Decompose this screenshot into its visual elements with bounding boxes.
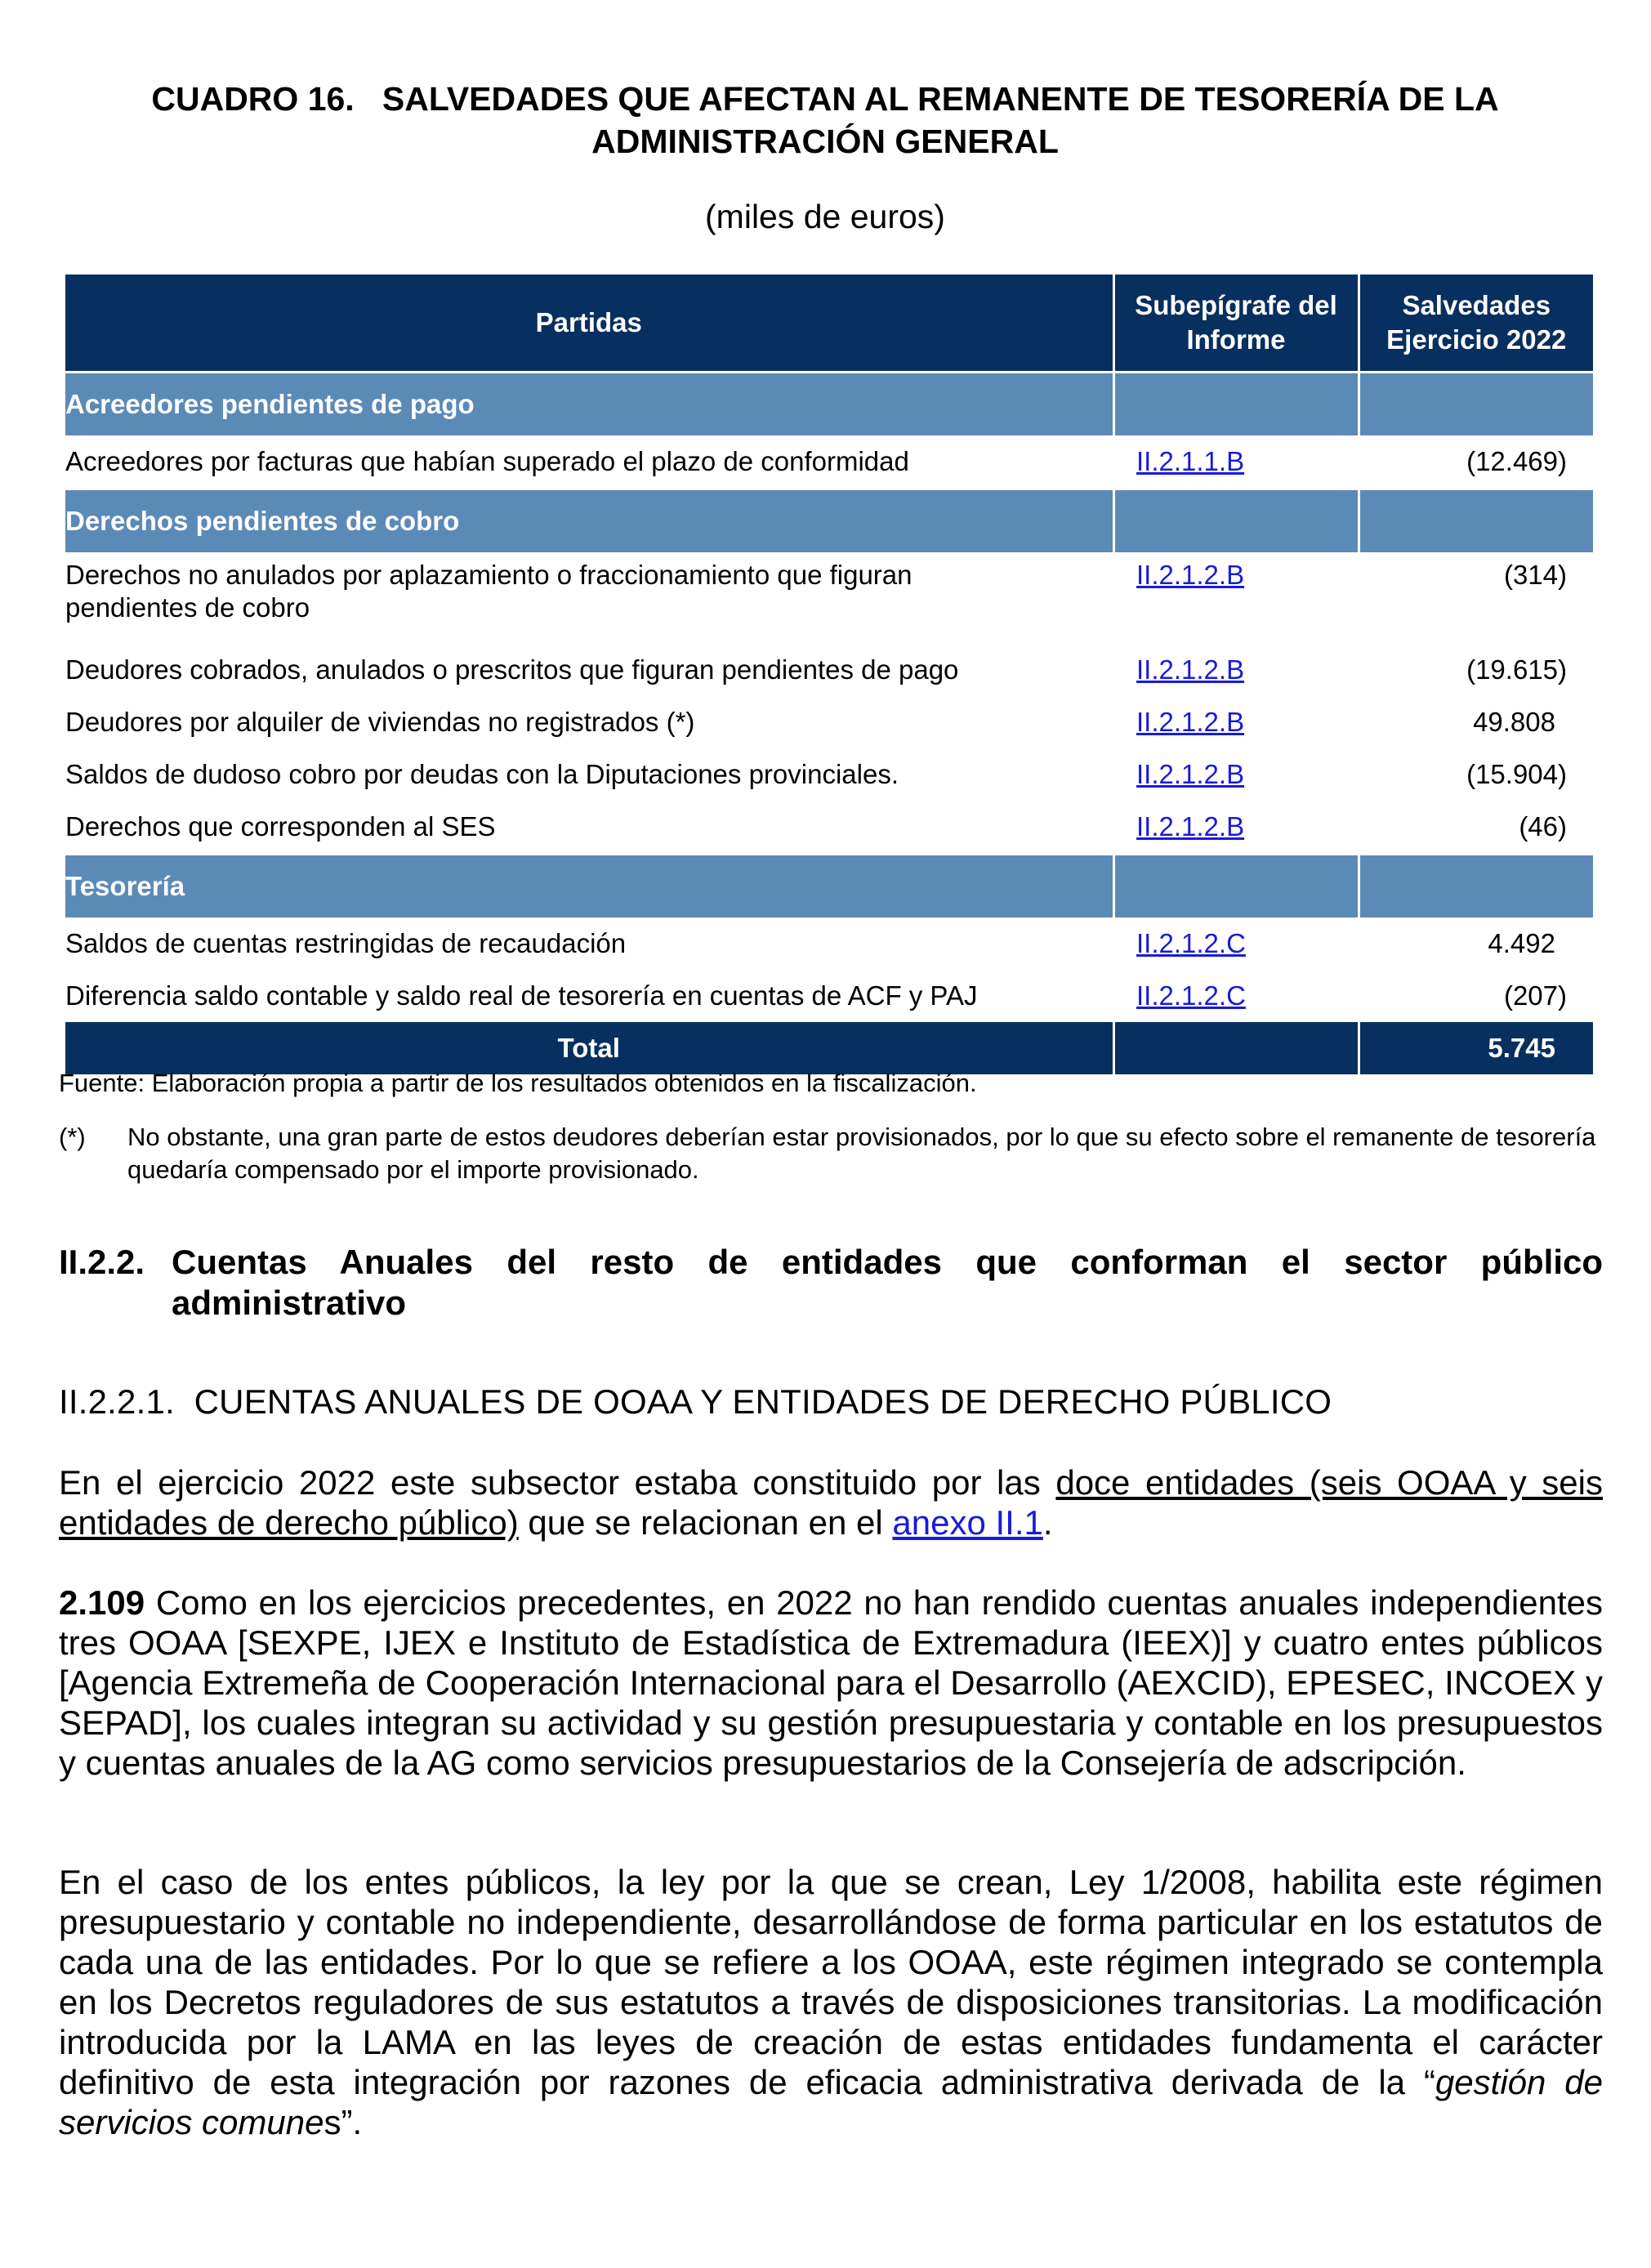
header-subepigrafe-line2: Informe [1186, 324, 1286, 355]
table-title-line2: ADMINISTRACIÓN GENERAL [591, 123, 1059, 160]
paragraph-3-end: s”. [324, 2103, 363, 2141]
table-row [65, 696, 1593, 748]
table-units: (miles de euros) [705, 198, 945, 235]
row-subepigrafe-link[interactable]: II.2.1.2.B [1136, 707, 1245, 737]
table-row [65, 435, 1593, 489]
row-label: Deudores por alquiler de viviendas no registrados (*) [65, 707, 695, 737]
table-title [82, 78, 1568, 163]
table-row [65, 748, 1593, 801]
row-label: Deudores cobrados, anulados o prescritos que figuran pendientes de pago [65, 654, 959, 685]
row-value: 49.808 [1473, 707, 1555, 737]
total-value: 5.745 [1359, 1022, 1593, 1074]
paragraph-2 [59, 1583, 1603, 1783]
row-value: 4.492 [1488, 928, 1555, 958]
paragraph-1-middle: que se relacionan en el [518, 1503, 893, 1542]
paragraph-1-end: . [1042, 1503, 1053, 1542]
paragraph-3-italic: gestión de servicios comune [59, 2063, 1603, 2141]
row-value: (46) [1519, 811, 1567, 842]
section-heading [59, 1242, 1603, 1324]
annex-link[interactable]: anexo II.1 [892, 1503, 1043, 1542]
table-source: Fuente: Elaboración propia a partir de los resultados obtenidos en la fiscalización. [59, 1069, 977, 1097]
section-row-derechos [65, 489, 1593, 553]
header-subepigrafe-line1: Subepígrafe del [1135, 290, 1337, 320]
row-subepigrafe-link[interactable]: II.2.1.1.B [1136, 446, 1245, 476]
row-value: (207) [1503, 980, 1567, 1011]
paragraph-3 [59, 1862, 1603, 2142]
total-label: Total [65, 1022, 1113, 1074]
row-value: (12.469) [1466, 446, 1567, 476]
header-subepigrafe [1113, 275, 1359, 373]
table-row [65, 970, 1593, 1022]
row-label: Diferencia saldo contable y saldo real de tesorería en cuentas de ACF y PAJ [65, 980, 978, 1011]
paragraph-2-text: Como en los ejercicios precedentes, en 2022 no han rendido cuentas anuales independientes tres OOAA [SEXPE, IJEX e Instituto de Estadística de Extremadura (IEEX)] y cuatro entes públicos [Agencia Extremeña de Cooperación Internacional para el Desarrollo (AEXCID), EPESEC, INCOEX y SEPAD], los cuales integran su actividad y su gestión presupuestaria y contable en los presupuestos y cuentas anuales de la AG como servicios presupuestarios de la Consejería de adscripción. [59, 1583, 1603, 1782]
table-footnote [59, 1121, 1603, 1186]
section-label: Tesorería [65, 855, 1113, 918]
header-salvedades-line2: Ejercicio 2022 [1386, 324, 1567, 355]
row-value: (15.904) [1466, 759, 1567, 789]
paragraph-3-text: En el caso de los entes públicos, la ley por la que se crean, Ley 1/2008, habilita este régimen presupuestario y contable no independiente, desarrollándose de forma particular en los estatutos de cada una de las entidades. Por lo que se refiere a los OOAA, este régimen integrado se contempla en los Decretos reguladores de sus estatutos a través de disposiciones transitorias. La modificación introducida por la LAMA en las leyes de creación de estas entidades fundamenta el carácter definitivo de esta integración por razones de eficacia administrativa derivada de la “ [59, 1863, 1603, 2101]
row-label: Saldos de dudoso cobro por deudas con la Diputaciones provinciales. [65, 759, 899, 789]
table-row [65, 917, 1593, 970]
row-label: Acreedores por facturas que habían superado el plazo de conformidad [65, 446, 909, 476]
row-subepigrafe-link[interactable]: II.2.1.2.C [1136, 980, 1246, 1011]
row-label: Saldos de cuentas restringidas de recaudación [65, 928, 627, 958]
table-title-line1: CUADRO 16. SALVEDADES QUE AFECTAN AL REMANENTE DE TESORERÍA DE LA [151, 80, 1499, 118]
header-partidas: Partidas [65, 275, 1113, 373]
table-header-row [65, 275, 1593, 373]
row-value: (314) [1503, 560, 1567, 590]
table-row [65, 552, 1593, 644]
row-label-line1: Derechos no anulados por aplazamiento o fraccionamiento que figuran [65, 560, 913, 590]
total-row [65, 1022, 1593, 1074]
row-subepigrafe-link[interactable]: II.2.1.2.B [1136, 759, 1245, 789]
paragraph-1-underlined: doce entidades (seis OOAA y seis entidades de derecho público) [59, 1463, 1603, 1542]
section-label: Acreedores pendientes de pago [65, 373, 1113, 436]
row-subepigrafe-link[interactable]: II.2.1.2.B [1136, 811, 1245, 842]
row-subepigrafe-link[interactable]: II.2.1.2.B [1136, 560, 1245, 590]
row-value: (19.615) [1466, 654, 1567, 685]
row-subepigrafe-link[interactable]: II.2.1.2.C [1136, 928, 1246, 958]
table-row [65, 644, 1593, 696]
paragraph-number: 2.109 [59, 1583, 145, 1622]
header-salvedades-line1: Salvedades [1402, 290, 1551, 320]
paragraph-1-text: En el ejercicio 2022 este subsector estaba constituido por las [59, 1463, 1056, 1502]
table-row [65, 801, 1593, 855]
paragraph-1 [59, 1462, 1603, 1543]
section-label: Derechos pendientes de cobro [65, 489, 1113, 553]
row-label: Derechos que corresponden al SES [65, 811, 496, 842]
subsection-heading: II.2.2.1. CUENTAS ANUALES DE OOAA Y ENTIDADES DE DERECHO PÚBLICO [59, 1382, 1332, 1421]
row-label-line2: pendientes de cobro [65, 592, 310, 623]
header-salvedades [1359, 275, 1593, 373]
row-label [65, 552, 1113, 644]
section-row-tesoreria [65, 855, 1593, 918]
footnote-text: No obstante, una gran parte de estos deudores deberían estar provisionados, por lo que su efecto sobre el remanente de tesorería quedaría compensado por el importe provisionado. [127, 1123, 1596, 1184]
section-heading-number: II.2.2. [59, 1243, 145, 1281]
row-subepigrafe-link[interactable]: II.2.1.2.B [1136, 654, 1245, 685]
footnote-mark: (*) [59, 1123, 86, 1151]
section-row-acreedores [65, 373, 1593, 436]
section-heading-text: Cuentas Anuales del resto de entidades que conforman el sector público administrativo [172, 1243, 1603, 1322]
salvedades-table [65, 275, 1593, 1074]
